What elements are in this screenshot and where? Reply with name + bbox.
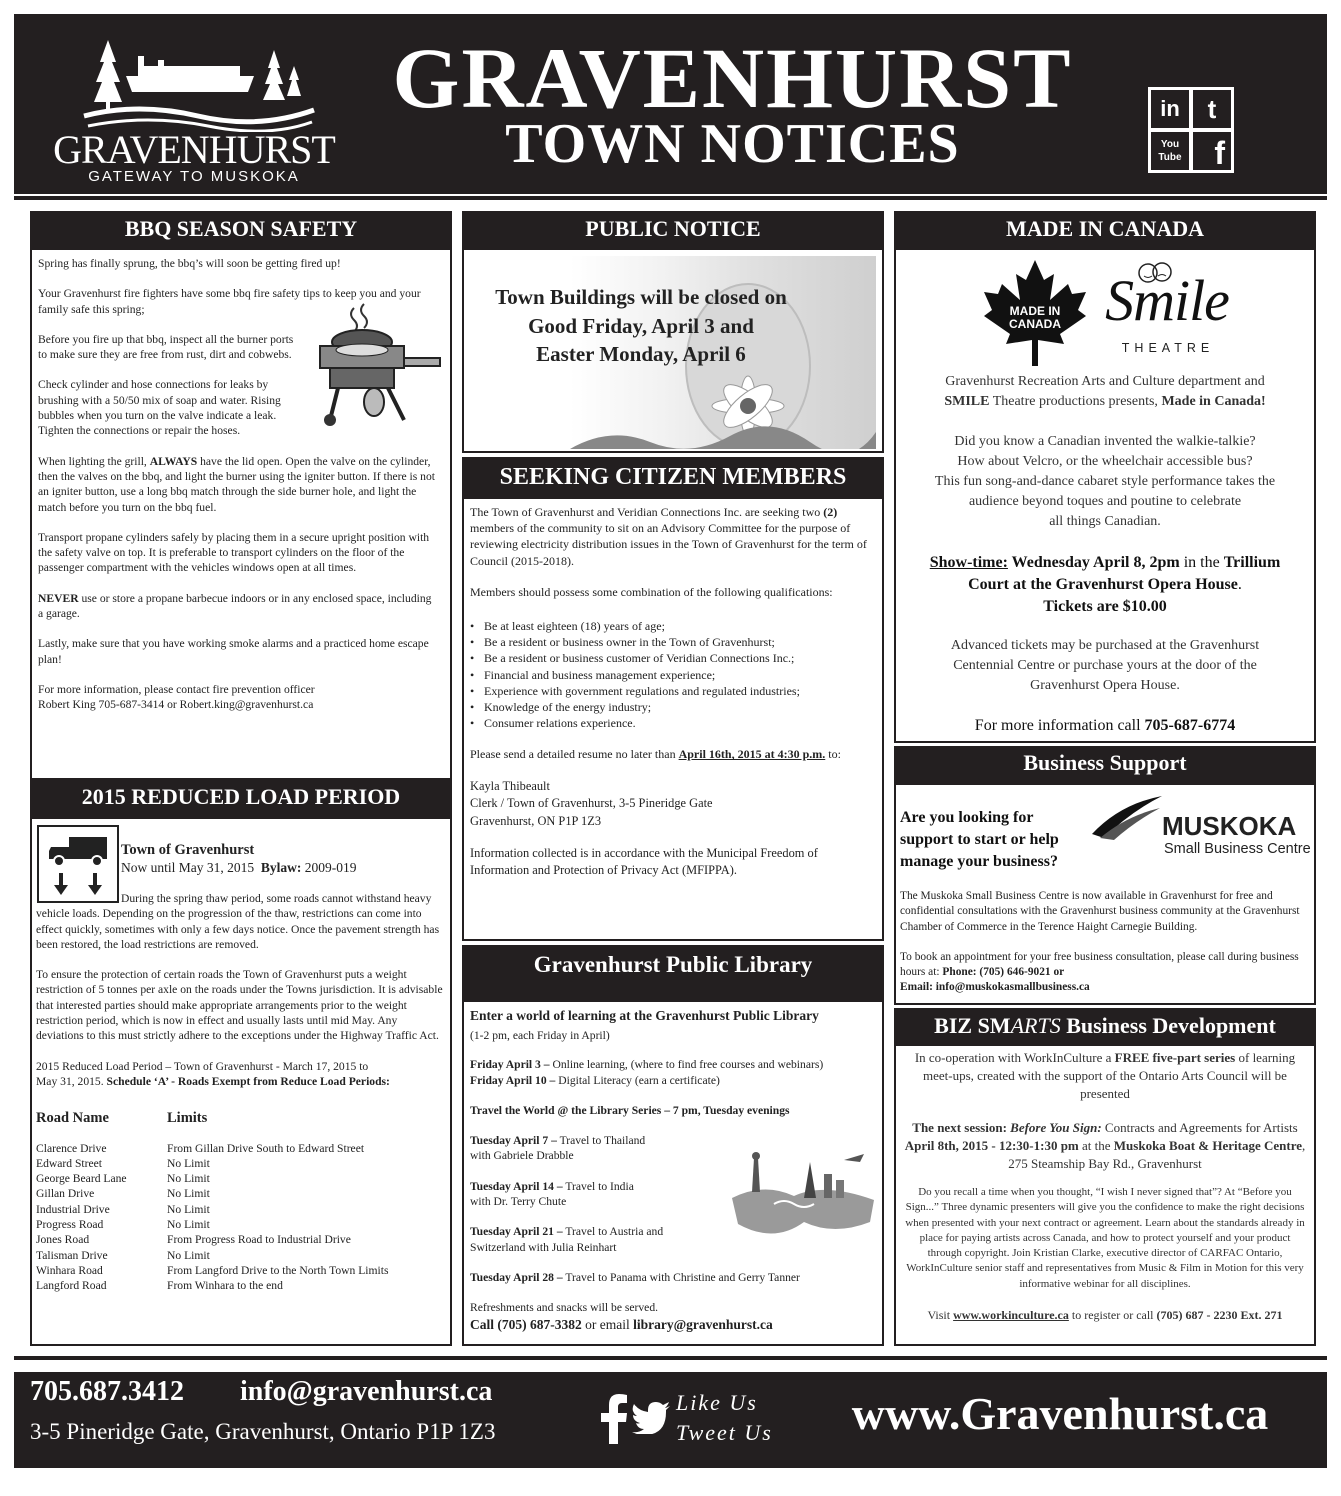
business-para-available: The Muskoka Small Business Centre is now available in Gravenhurst for free and confidential consultations with the Gravenhurst business community at the Gravenhurst Chamber of Commerce in the Terence Haight Carnegie Building. xyxy=(900,890,1300,933)
load-title: 2015 REDUCED LOAD PERIOD xyxy=(32,782,450,819)
list-item: • Be a resident or business customer of Veridian Connections Inc.; xyxy=(470,650,874,666)
bbq-tip-transport: Transport propane cylinders safely by placing them in a secure upright position with the safety valve on top. It is preferable to transport cylinders on the floor of the passenger compartment with the vehicles windows open at all times. xyxy=(38,530,430,575)
library-heading: Enter a world of learning at the Gravenhurst Public Library xyxy=(470,1008,819,1023)
page-title: GRAVENHURST xyxy=(392,30,1073,126)
load-para-thaw: During the spring thaw period, some roads cannot withstand heavy vehicle loads. Depending on the progression of the thaw, restrictions can come into effect quickly, sometimes with only a few days notice. Once the pavement strength has been restored, the load restrictions are removed. xyxy=(36,892,440,951)
muskoka-logo: MUSKOKA xyxy=(1162,811,1297,841)
bbq-title: BBQ SEASON SAFETY xyxy=(32,213,450,250)
world-landmarks-icon xyxy=(724,1152,878,1248)
facebook-icon[interactable]: f xyxy=(1193,132,1231,170)
public-notice-title: PUBLIC NOTICE xyxy=(464,213,882,250)
made-in-canada-title: MADE IN CANADA xyxy=(896,213,1314,250)
list-item: • Be at least eighteen (18) years of age; xyxy=(470,618,874,634)
bbq-contact: For more information, please contact fire prevention officer Robert King 705-687-3414 or Robert.king@gravenhurst.ca xyxy=(38,682,315,712)
linkedin-icon[interactable]: in xyxy=(1151,90,1189,128)
load-town: Town of Gravenhurst xyxy=(121,842,255,858)
business-para-booking: To book an appointment for your free business consultation, please call during business hours at: Phone: (705) 646-9021 or xyxy=(900,950,1299,979)
seeking-intro: The Town of Gravenhurst and Veridian Connections Inc. are seeking two (2) members of the community to sit on an Advisory Committee for the purpose of reviewing electricity distribution issues in the Town of Gravenhurst for the term of Council (2015-2018). xyxy=(470,505,867,568)
library-event-panama: Tuesday April 28 – Travel to Panama with Christine and Gerry Tanner xyxy=(470,1270,800,1284)
logo-name: GRAVENHURST xyxy=(53,127,335,172)
table-row: Langford Road From Winhara to the end xyxy=(36,1279,283,1293)
seeking-body xyxy=(470,504,874,894)
footer-phone[interactable]: 705.687.3412 xyxy=(30,1376,184,1407)
footer-website[interactable]: www.Gravenhurst.ca xyxy=(851,1388,1269,1439)
business-email: Email: info@muskokasmallbusiness.ca xyxy=(900,981,1090,994)
bbq-intro: Spring has finally sprung, the bbq’s will soon be getting fired up! xyxy=(38,257,341,270)
muskoka-logo-sub: Small Business Centre xyxy=(1164,841,1311,857)
road-table-header: Road Name Limits xyxy=(36,1110,208,1127)
library-contact: Call (705) 687-3382 or email library@gravenhurst.ca xyxy=(470,1316,773,1332)
biz-smarts-body xyxy=(900,1049,1310,1324)
bbq-tip-leaks: Check cylinder and hose connections for leaks by brushing with a 50/50 mix of soap and water. Rising bubbles when you turn on the valve indicate a leak. Tighten the connections or repair the hoses. xyxy=(38,378,281,438)
table-row: Gillan Drive No Limit xyxy=(36,1187,210,1201)
business-support-title: Business Support xyxy=(896,748,1314,785)
biz-visit: Visit www.workinculture.ca to register or call (705) 687 - 2230 Ext. 271 xyxy=(927,1308,1283,1323)
list-item: • Be a resident or business owner in the Town of Gravenhurst; xyxy=(470,634,874,650)
seeking-deadline: Please send a detailed resume no later than April 16th, 2015 at 4:30 p.m. to: xyxy=(470,747,841,762)
load-dates: Now until May 31, 2015 Bylaw: 2009-019 xyxy=(121,860,357,875)
load-para-schedule: 2015 Reduced Load Period – Town of Gravenhurst - March 17, 2015 to May 31, 2015. Schedule ‘A’ - Roads Exempt from Reduce Load Periods: xyxy=(36,1059,390,1088)
tumblr-icon[interactable]: t xyxy=(1193,90,1231,128)
library-event-india: Tuesday April 14 – Travel to India with Dr. Terry Chute xyxy=(470,1179,634,1209)
table-row: George Beard Lane No Limit xyxy=(36,1172,210,1186)
biz-description: Do you recall a time when you thought, “I wish I never signed that”? At “Before you Sign...” Three dynamic presenters will give you the confidence to make the right decisions when presented with your next contract or agreement. Learn about the standards already in place for paying artists across Canada, and how to protect yourself and your product through copyright. Join Kristian Clarke, executive director of CARFAC Ontario, WorkInCulture senior staff and representatives from Music & Film in Motion for this very informative webinar for all disciplines. xyxy=(905,1186,1305,1290)
list-item: • Financial and business management experience; xyxy=(470,667,874,683)
table-row: Progress Road No Limit xyxy=(36,1218,210,1232)
youtube-icon[interactable]: You Tube xyxy=(1151,132,1189,170)
footer-like: Like Us xyxy=(676,1390,758,1415)
made-info: For more information call 705-687-6774 xyxy=(974,717,1236,734)
social-grid xyxy=(1148,87,1234,173)
qualifications-list xyxy=(470,618,874,731)
list-item: • Experience with government regulations and regulated industries; xyxy=(470,683,874,699)
made-in-canada-body: Gravenhurst Recreation Arts and Culture department and SMILE Theatre productions presents, Made in Canada! Did you know a Canadian invented the walkie-talkie? How about Velcro, or the wheelchair accessible bus? This fun song-and-dance cabaret style performance takes the audience beyond toques and poutine to celebrate all things Canadian. Show-time: Wednesday April 8, 2pm in the Trillium Court at the Gravenhurst Opera House. Tickets are $10.00 Advanced tickets may be purchased at the Gravenhurst Centennial Centre or purchase yours at the door of the Gravenhurst Opera House. For more information call 705-687-6774 xyxy=(900,372,1310,736)
load-para-restriction: To ensure the protection of certain roads the Town of Gravenhurst puts a weight restriction of 5 tonnes per axle on the roads under the Towns jurisdiction. It is advisable that interested parties should make appropriate arrangements prior to the weight restriction period, which is now in effect and usually lasts until mid May. Any deviations to this must strictly adhere to the exceptions under the Highway Traffic Act. xyxy=(36,968,443,1043)
logo-tagline: GATEWAY TO MUSKOKA xyxy=(88,168,300,185)
smile-theatre-logo: Smile xyxy=(1105,268,1229,333)
road-table xyxy=(36,1141,444,1294)
table-row: Jones Road From Progress Road to Industrial Drive xyxy=(36,1233,351,1247)
seeking-qualifications-intro: Members should possess some combination of the following qualifications: xyxy=(470,584,833,599)
library-series: Travel the World @ the Library Series – 7 pm, Tuesday evenings xyxy=(470,1103,790,1117)
library-refreshments: Refreshments and snacks will be served. xyxy=(470,1301,659,1315)
footer-address: 3-5 Pineridge Gate, Gravenhurst, Ontario P1P 1Z3 xyxy=(30,1419,496,1444)
footer-tweet: Tweet Us xyxy=(676,1420,773,1445)
library-title: Gravenhurst Public Library xyxy=(464,947,882,1002)
list-item: • Consumer relations experience. xyxy=(470,715,874,731)
muskoka-swoosh-icon xyxy=(1090,794,1164,840)
library-friday-events: Friday April 3 – Online learning, (where to find free courses and webinars) Friday April 10 – Digital Literacy (earn a certificate) xyxy=(470,1058,824,1087)
business-body xyxy=(900,889,1310,996)
seeking-privacy: Information collected is in accordance with the Municipal Freedom of Information and Protection of Privacy Act (MFIPPA). xyxy=(470,846,818,878)
facebook-icon[interactable] xyxy=(600,1394,628,1444)
page-subtitle: TOWN NOTICES xyxy=(505,113,960,175)
gravenhurst-logo-icon xyxy=(78,36,318,132)
list-item: • Knowledge of the energy industry; xyxy=(470,699,874,715)
made-presents: SMILE Theatre productions presents, Made in Canada! xyxy=(944,394,1266,409)
biz-next-session: The next session: Before You Sign: Contracts and Agreements for Artists April 8th, 2015 - 12:30-1:30 pm at the Muskoka Boat & Heritage Centre, 275 Steamship Bay Rd., Gravenhurst xyxy=(904,1120,1306,1171)
smile-theatre-sub: THEATRE xyxy=(1121,341,1215,355)
made-venue: Court at the Gravenhurst Opera House. xyxy=(968,576,1242,593)
workinculture-link[interactable]: www.workinculture.ca xyxy=(953,1308,1069,1323)
library-subheading: (1-2 pm, each Friday in April) xyxy=(470,1029,610,1042)
seeking-contact: Kayla Thibeault Clerk / Town of Gravenhurst, 3-5 Pineridge Gate Gravenhurst, ON P1P 1Z3 xyxy=(470,778,713,828)
table-row: Edward Street No Limit xyxy=(36,1156,210,1170)
library-event-thailand: Tuesday April 7 – Travel to Thailand with Gabriele Drabble xyxy=(470,1134,646,1163)
table-row: Clarence Drive From Gillan Drive South to Edward Street xyxy=(36,1141,365,1155)
business-question: Are you looking for support to start or help manage your business? xyxy=(900,809,1059,870)
seeking-title: SEEKING CITIZEN MEMBERS xyxy=(464,459,882,499)
biz-intro: In co-operation with WorkInCulture a FREE five-part series of learning meet-ups, created with the support of the Ontario Arts Council will be presented xyxy=(914,1050,1296,1101)
made-tickets: Tickets are $10.00 xyxy=(1043,598,1167,615)
bbq-grill-icon xyxy=(312,302,444,428)
made-in-canada-badge: MADE IN CANADA xyxy=(1009,304,1061,331)
load-body xyxy=(36,891,444,1294)
bbq-tip-lighting: When lighting the grill, ALWAYS have the lid open. Open the valve on the cylinder, then the valves on the bbq, and light the burner using the igniter button. If there is not an igniter button, use a long bbq match through the side burner hole, and light the match before you turn on the bbq fuel. xyxy=(38,454,436,514)
biz-smarts-title: BIZ SMARTS Business Development xyxy=(896,1010,1314,1046)
table-row: Industrial Drive No Limit xyxy=(36,1202,210,1216)
bbq-tip-inspect: Before you fire up that bbq, inspect all the burner ports to make sure they are free from rust, dirt and cobwebs. xyxy=(38,332,294,362)
table-row: Winhara Road From Langford Drive to the North Town Limits xyxy=(36,1263,389,1277)
truck-icon xyxy=(39,827,117,901)
table-row: Talisman Drive No Limit xyxy=(36,1248,210,1262)
made-showtime: Show-time: Wednesday April 8, 2pm in the Trillium xyxy=(929,554,1281,571)
library-event-austria: Tuesday April 21 – Travel to Austria and Switzerland with Julia Reinhart xyxy=(470,1225,664,1254)
footer-email[interactable]: info@gravenhurst.ca xyxy=(240,1376,493,1407)
public-notice-message: Town Buildings will be closed on Good Friday, April 3 and Easter Monday, April 6 xyxy=(495,285,787,366)
bbq-tip-never: NEVER use or store a propane barbecue indoors or in any enclosed space, including a garage. xyxy=(38,591,432,621)
bbq-tips-intro: Your Gravenhurst fire fighters have some bbq fire safety tips to keep you and your family safe this spring; xyxy=(38,287,421,316)
twitter-icon[interactable] xyxy=(632,1402,670,1434)
bbq-tip-alarms: Lastly, make sure that you have working smoke alarms and a practiced home escape plan! xyxy=(38,637,429,666)
